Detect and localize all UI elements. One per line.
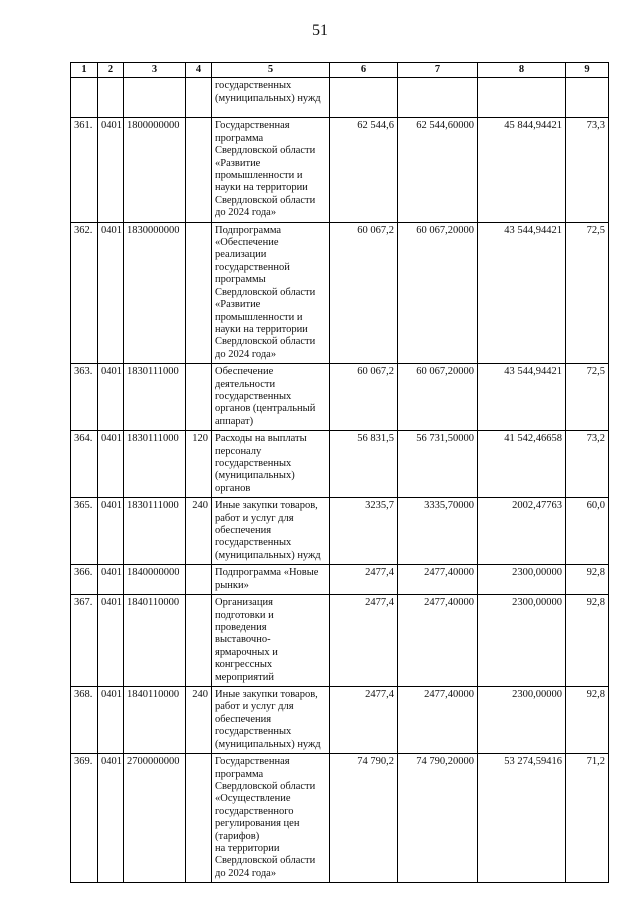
section-code: 0401 bbox=[98, 687, 124, 754]
revised-amount: 62 544,60000 bbox=[398, 118, 478, 222]
approved-amount: 2477,4 bbox=[330, 595, 398, 687]
table-row bbox=[71, 364, 609, 431]
section-code: 0401 bbox=[98, 754, 124, 883]
table-row bbox=[71, 118, 609, 222]
executed-amount: 2300,00000 bbox=[478, 565, 566, 595]
expense-type-code bbox=[186, 222, 212, 363]
execution-percent: 73,3 bbox=[566, 118, 609, 222]
executed-amount bbox=[478, 78, 566, 118]
row-number: 367. bbox=[71, 595, 98, 687]
target-code: 1840110000 bbox=[124, 687, 186, 754]
item-name: государственных (муниципальных) нужд bbox=[212, 78, 330, 118]
row-number: 364. bbox=[71, 431, 98, 498]
revised-amount: 60 067,20000 bbox=[398, 222, 478, 363]
header-cell: 3 bbox=[124, 63, 186, 78]
approved-amount: 60 067,2 bbox=[330, 364, 398, 431]
approved-amount: 2477,4 bbox=[330, 687, 398, 754]
approved-amount bbox=[330, 78, 398, 118]
section-code: 0401 bbox=[98, 118, 124, 222]
approved-amount: 3235,7 bbox=[330, 498, 398, 565]
header-cell: 8 bbox=[478, 63, 566, 78]
target-code: 2700000000 bbox=[124, 754, 186, 883]
budget-table bbox=[70, 62, 609, 883]
execution-percent: 72,5 bbox=[566, 364, 609, 431]
item-name: Организация подготовки и проведения выставочно- ярмарочных и конгрессных мероприятий bbox=[212, 595, 330, 687]
row-number: 368. bbox=[71, 687, 98, 754]
revised-amount: 3335,70000 bbox=[398, 498, 478, 565]
executed-amount: 45 844,94421 bbox=[478, 118, 566, 222]
row-number: 365. bbox=[71, 498, 98, 565]
executed-amount: 2300,00000 bbox=[478, 687, 566, 754]
target-code: 1830000000 bbox=[124, 222, 186, 363]
table-row bbox=[71, 222, 609, 363]
execution-percent: 92,8 bbox=[566, 595, 609, 687]
execution-percent bbox=[566, 78, 609, 118]
header-cell: 6 bbox=[330, 63, 398, 78]
approved-amount: 62 544,6 bbox=[330, 118, 398, 222]
item-name: Подпрограмма «Обеспечение реализации государственной программы Свердловской области «Развитие промышленности и науки на территории Свердловской области до 2024 года» bbox=[212, 222, 330, 363]
table-row bbox=[71, 595, 609, 687]
target-code: 1830111000 bbox=[124, 364, 186, 431]
table-row bbox=[71, 754, 609, 883]
target-code: 1840000000 bbox=[124, 565, 186, 595]
header-cell: 4 bbox=[186, 63, 212, 78]
item-name: Подпрограмма «Новые рынки» bbox=[212, 565, 330, 595]
section-code: 0401 bbox=[98, 431, 124, 498]
target-code bbox=[124, 78, 186, 118]
header-cell: 5 bbox=[212, 63, 330, 78]
section-code: 0401 bbox=[98, 498, 124, 565]
revised-amount: 2477,40000 bbox=[398, 687, 478, 754]
header-cell: 9 bbox=[566, 63, 609, 78]
execution-percent: 73,2 bbox=[566, 431, 609, 498]
expense-type-code: 120 bbox=[186, 431, 212, 498]
table-row bbox=[71, 565, 609, 595]
row-number: 366. bbox=[71, 565, 98, 595]
executed-amount: 53 274,59416 bbox=[478, 754, 566, 883]
execution-percent: 60,0 bbox=[566, 498, 609, 565]
executed-amount: 41 542,46658 bbox=[478, 431, 566, 498]
revised-amount: 2477,40000 bbox=[398, 595, 478, 687]
expense-type-code: 240 bbox=[186, 498, 212, 565]
expense-type-code bbox=[186, 364, 212, 431]
executed-amount: 43 544,94421 bbox=[478, 364, 566, 431]
header-cell: 1 bbox=[71, 63, 98, 78]
execution-percent: 71,2 bbox=[566, 754, 609, 883]
approved-amount: 74 790,2 bbox=[330, 754, 398, 883]
executed-amount: 2300,00000 bbox=[478, 595, 566, 687]
row-number: 362. bbox=[71, 222, 98, 363]
target-code: 1800000000 bbox=[124, 118, 186, 222]
item-name: Расходы на выплаты персоналу государственных (муниципальных) органов bbox=[212, 431, 330, 498]
revised-amount: 56 731,50000 bbox=[398, 431, 478, 498]
section-code: 0401 bbox=[98, 222, 124, 363]
header-row bbox=[71, 63, 609, 78]
continuation-row bbox=[71, 78, 609, 118]
section-code: 0401 bbox=[98, 364, 124, 431]
revised-amount: 2477,40000 bbox=[398, 565, 478, 595]
target-code: 1840110000 bbox=[124, 595, 186, 687]
row-number bbox=[71, 78, 98, 118]
approved-amount: 60 067,2 bbox=[330, 222, 398, 363]
expense-type-code bbox=[186, 595, 212, 687]
section-code: 0401 bbox=[98, 565, 124, 595]
execution-percent: 92,8 bbox=[566, 687, 609, 754]
executed-amount: 43 544,94421 bbox=[478, 222, 566, 363]
target-code: 1830111000 bbox=[124, 498, 186, 565]
expense-type-code bbox=[186, 754, 212, 883]
revised-amount: 60 067,20000 bbox=[398, 364, 478, 431]
target-code: 1830111000 bbox=[124, 431, 186, 498]
row-number: 369. bbox=[71, 754, 98, 883]
header-cell: 2 bbox=[98, 63, 124, 78]
table-row bbox=[71, 687, 609, 754]
execution-percent: 92,8 bbox=[566, 565, 609, 595]
approved-amount: 56 831,5 bbox=[330, 431, 398, 498]
approved-amount: 2477,4 bbox=[330, 565, 398, 595]
header-cell: 7 bbox=[398, 63, 478, 78]
item-name: Государственная программа Свердловской области «Осуществление государственного регулирования цен (тарифов) на территории Свердловской области до 2024 года» bbox=[212, 754, 330, 883]
revised-amount bbox=[398, 78, 478, 118]
table-row bbox=[71, 498, 609, 565]
item-name: Иные закупки товаров, работ и услуг для обеспечения государственных (муниципальных) нужд bbox=[212, 498, 330, 565]
item-name: Государственная программа Свердловской области «Развитие промышленности и науки на территории Свердловской области до 2024 года» bbox=[212, 118, 330, 222]
item-name: Иные закупки товаров, работ и услуг для обеспечения государственных (муниципальных) нужд bbox=[212, 687, 330, 754]
row-number: 361. bbox=[71, 118, 98, 222]
section-code: 0401 bbox=[98, 595, 124, 687]
table-row bbox=[71, 431, 609, 498]
executed-amount: 2002,47763 bbox=[478, 498, 566, 565]
revised-amount: 74 790,20000 bbox=[398, 754, 478, 883]
execution-percent: 72,5 bbox=[566, 222, 609, 363]
page-number: 51 bbox=[312, 22, 328, 39]
expense-type-code: 240 bbox=[186, 687, 212, 754]
section-code bbox=[98, 78, 124, 118]
expense-type-code bbox=[186, 118, 212, 222]
item-name: Обеспечение деятельности государственных органов (центральный аппарат) bbox=[212, 364, 330, 431]
expense-type-code bbox=[186, 565, 212, 595]
expense-type-code bbox=[186, 78, 212, 118]
row-number: 363. bbox=[71, 364, 98, 431]
